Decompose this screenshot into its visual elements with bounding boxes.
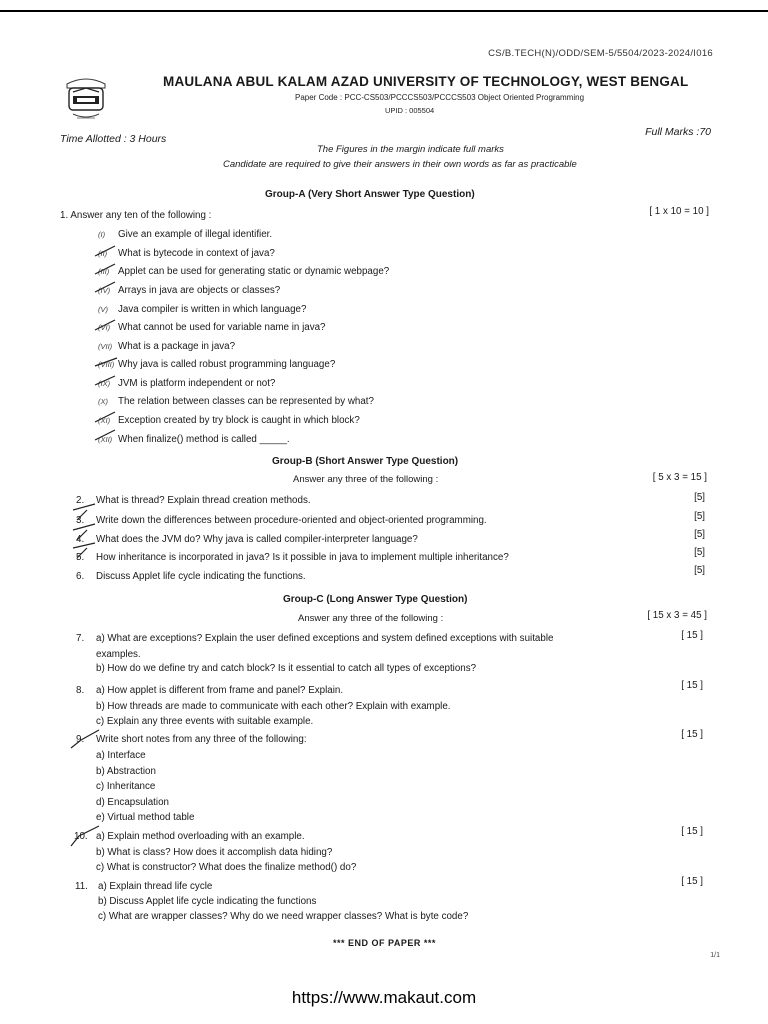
figures-note: The Figures in the margin indicate full marks	[317, 144, 504, 155]
question-7a: a) What are exceptions? Explain the user defined exceptions and system defined exceptions with suitable	[96, 633, 554, 644]
upid: UPID : 005504	[385, 106, 435, 115]
question-10c: c) What is constructor? What does the finalize method() do?	[96, 862, 357, 873]
question-number: 2.	[76, 495, 85, 506]
question-11-marks: [ 15 ]	[681, 876, 703, 887]
question-9-item: c) Inheritance	[96, 781, 156, 792]
question-text: What does the JVM do? Why java is called compiler-interpreter language?	[96, 534, 418, 545]
page-number: 1/1	[710, 952, 720, 959]
question-text: What is thread? Explain thread creation methods.	[96, 495, 311, 506]
question-1-item: (VII) What is a package in java?	[98, 341, 236, 352]
question-8a: a) How applet is different from frame and panel? Explain.	[96, 685, 344, 696]
question-9-item: b) Abstraction	[96, 766, 156, 777]
question-10b: b) What is class? How does it accomplish data hiding?	[96, 847, 333, 858]
question-1-label: 1. Answer any ten of the following :	[60, 210, 212, 221]
question-7-marks: [ 15 ]	[681, 630, 703, 641]
question-8b: b) How threads are made to communicate with each other? Explain with example.	[96, 701, 451, 712]
question-marks: [5]	[694, 547, 705, 558]
question-10a: a) Explain method overloading with an example.	[96, 831, 305, 842]
university-logo-icon	[63, 76, 109, 122]
question-number: 7.	[76, 633, 85, 644]
question-1-item: (X) The relation between classes can be represented by what?	[98, 396, 374, 407]
question-text: Write down the differences between procedure-oriented and object-oriented programming.	[96, 515, 487, 526]
group-b-instruction: Answer any three of the following :	[293, 474, 439, 485]
question-number: 8.	[76, 685, 85, 696]
time-allotted: Time Allotted : 3 Hours	[60, 133, 167, 145]
question-marks: [5]	[694, 529, 705, 540]
question-8-marks: [ 15 ]	[681, 680, 703, 691]
exam-paper	[55, 40, 720, 980]
question-1-item: (XII) When finalize() method is called _____.	[98, 434, 290, 445]
question-1-item: (VIII) Why java is called robust programming language?	[98, 359, 336, 370]
question-7b: b) How do we define try and catch block? Is it essential to catch all types of exceptions?	[96, 663, 477, 674]
question-1-item: (V) Java compiler is written in which language?	[98, 304, 307, 315]
top-border-line	[0, 10, 768, 12]
candidate-note: Candidate are required to give their answers in their own words as far as practicable	[223, 159, 577, 170]
end-of-paper: *** END OF PAPER ***	[333, 938, 436, 948]
question-11c: c) What are wrapper classes? Why do we need wrapper classes? What is byte code?	[98, 911, 469, 922]
question-1-item: (II) What is bytecode in context of java?	[98, 248, 275, 259]
full-marks: Full Marks :70	[645, 126, 711, 138]
question-number: 9.	[76, 734, 85, 745]
group-a-marks: [ 1 x 10 = 10 ]	[649, 206, 709, 217]
question-text: How inheritance is incorporated in java? Is it possible in java to implement multiple inheritance?	[96, 552, 509, 563]
question-9-item: e) Virtual method table	[96, 812, 195, 823]
group-c-marks: [ 15 x 3 = 45 ]	[647, 610, 707, 621]
question-9-item: d) Encapsulation	[96, 797, 169, 808]
question-marks: [5]	[694, 565, 705, 576]
question-number: 5.	[76, 552, 85, 563]
group-c-instruction: Answer any three of the following :	[298, 613, 444, 624]
question-marks: [5]	[694, 511, 705, 522]
question-number: 6.	[76, 571, 85, 582]
university-name: MAULANA ABUL KALAM AZAD UNIVERSITY OF TECHNOLOGY, WEST BENGAL	[163, 74, 689, 89]
question-number: 3.	[76, 515, 85, 526]
question-11b: b) Discuss Applet life cycle indicating the functions	[98, 896, 317, 907]
question-1-item: (III) Applet can be used for generating static or dynamic webpage?	[98, 266, 390, 277]
group-a-heading: Group-A (Very Short Answer Type Question)	[265, 189, 475, 200]
question-10-marks: [ 15 ]	[681, 826, 703, 837]
question-1-item: (I) Give an example of illegal identifier.	[98, 229, 273, 240]
question-number: 4.	[76, 534, 85, 545]
question-marks: [5]	[694, 492, 705, 503]
question-9-marks: [ 15 ]	[681, 729, 703, 740]
question-8c: c) Explain any three events with suitable example.	[96, 716, 314, 727]
question-11a: a) Explain thread life cycle	[98, 881, 213, 892]
question-9-item: a) Interface	[96, 750, 146, 761]
question-9-intro: Write short notes from any three of the following:	[96, 734, 307, 745]
group-c-heading: Group-C (Long Answer Type Question)	[283, 594, 468, 605]
group-b-marks: [ 5 x 3 = 15 ]	[652, 472, 707, 483]
question-1-item: (XI) Exception created by try block is caught in which block?	[98, 415, 360, 426]
question-1-item: (IV) Arrays in java are objects or classes?	[98, 285, 281, 296]
paper-reference-code: CS/B.TECH(N)/ODD/SEM-5/5504/2023-2024/I016	[488, 48, 713, 59]
question-1-item: (VI) What cannot be used for variable name in java?	[98, 322, 326, 333]
footer-url[interactable]: https://www.makaut.com	[291, 988, 477, 1007]
question-1-item: (IX) JVM is platform independent or not?	[98, 378, 276, 389]
paper-code: Paper Code : PCC-CS503/PCCCS503/PCCCS503 Object Oriented Programming	[295, 93, 585, 102]
question-number: 10.	[74, 831, 88, 842]
question-number: 11.	[75, 881, 88, 892]
group-b-heading: Group-B (Short Answer Type Question)	[272, 456, 459, 467]
question-7a-cont: examples.	[96, 649, 141, 660]
question-text: Discuss Applet life cycle indicating the functions.	[96, 571, 306, 582]
